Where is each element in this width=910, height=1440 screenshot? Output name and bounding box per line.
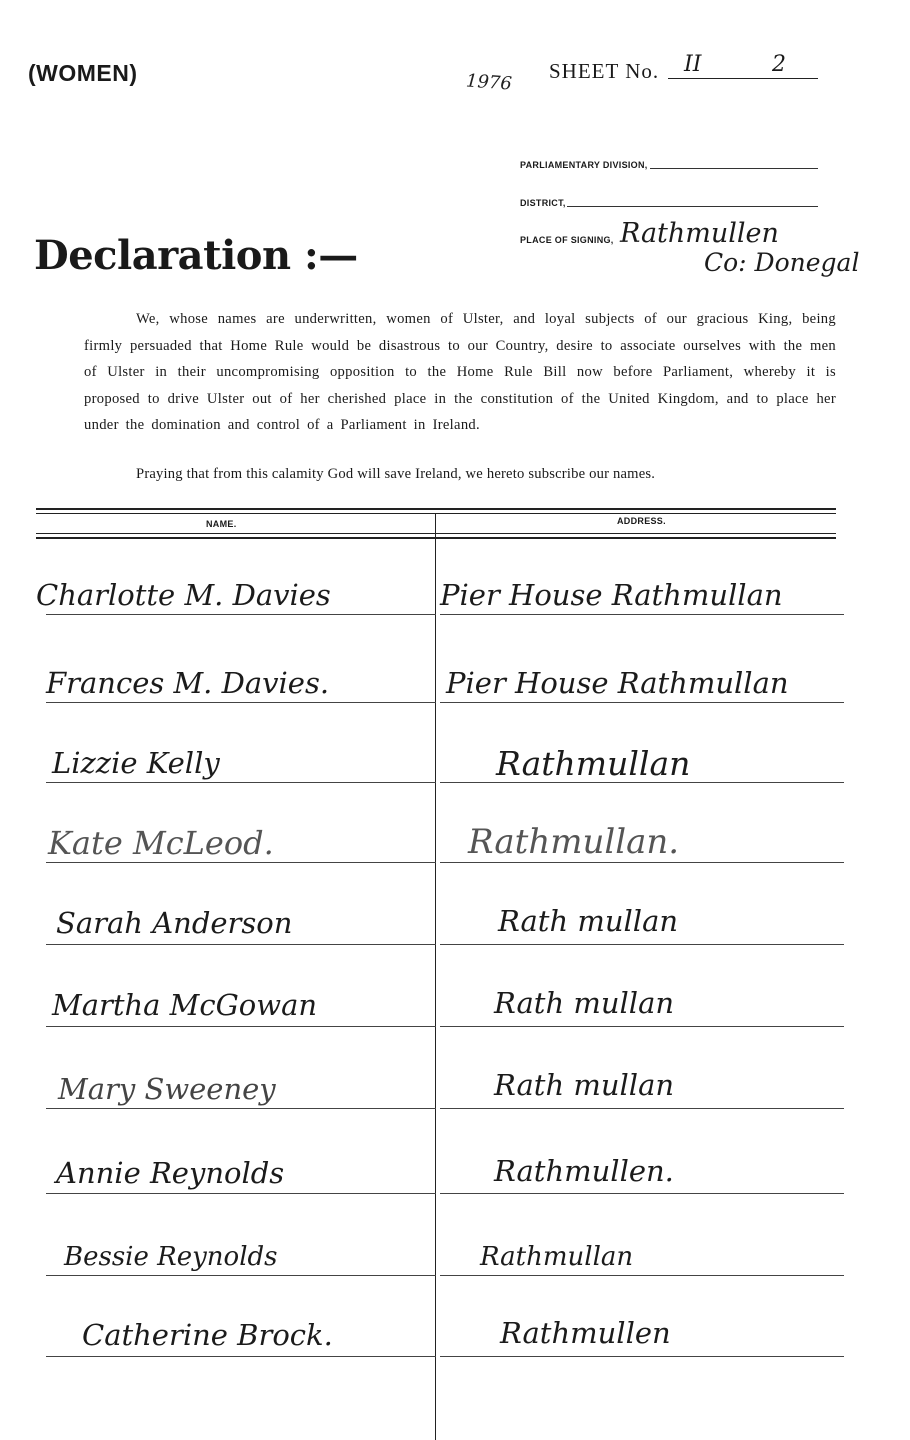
- declaration-title: Declaration :—: [34, 232, 358, 279]
- name-line: [46, 1356, 436, 1357]
- name-line: [46, 1026, 436, 1027]
- signature-address: Pier House Rathmullan: [446, 666, 789, 700]
- sheet-label: SHEET No.: [549, 59, 660, 83]
- name-line: [46, 1275, 436, 1276]
- signature-name: Martha McGowan: [52, 988, 318, 1022]
- women-label: (WOMEN): [28, 60, 138, 86]
- declaration-body: We, whose names are underwritten, women of Ulster, and loyal subjects of our gracious King, being firmly persuaded that Home Rule would be disastrous to our Country, desire to associate ourselves with the men of Ulster in their uncompromising opposition to the Home Rule Bill now before Parliament, whereby it is proposed to drive Ulster out of her cherished place in the constitution of the United Kingdom, and to place her under the domination and control of a Parliament in Ireland.: [84, 311, 836, 433]
- address-line: [440, 1108, 844, 1109]
- signature-address: Rath mullan: [494, 986, 675, 1020]
- place-label: PLACE OF SIGNING,: [520, 235, 614, 245]
- signature-name: Frances M. Davies.: [46, 666, 330, 700]
- name-line: [46, 1193, 436, 1194]
- district-label: DISTRICT,: [520, 198, 566, 208]
- district-line: [567, 206, 818, 207]
- name-line: [46, 862, 436, 863]
- signature-name: Sarah Anderson: [56, 906, 293, 940]
- signature-address: Rath mullan: [494, 1068, 675, 1102]
- address-line: [440, 1026, 844, 1027]
- address-line: [440, 614, 844, 615]
- sheet-number: [668, 52, 818, 79]
- table-top-rule-thin: [36, 513, 836, 514]
- table-top-rule: [36, 508, 836, 510]
- signature-address: Rathmullen: [500, 1316, 671, 1350]
- name-line: [46, 782, 436, 783]
- signature-name: Kate McLeod.: [48, 824, 274, 862]
- signature-address: Rath mullan: [498, 904, 679, 938]
- address-line: [440, 944, 844, 945]
- name-line: [46, 614, 436, 615]
- table-header-rule-thin: [36, 533, 836, 534]
- signature-address: Rathmullen.: [494, 1154, 674, 1188]
- address-line: [440, 1193, 844, 1194]
- signature-address: Rathmullan: [496, 744, 691, 783]
- sheet-number-a: II: [684, 52, 702, 77]
- signature-name: Lizzie Kelly: [52, 746, 220, 780]
- division-line: [650, 168, 818, 169]
- signature-name: Catherine Brock.: [82, 1318, 333, 1352]
- sheet-number-b: 2: [772, 52, 786, 77]
- name-line: [46, 1108, 436, 1109]
- signature-address: Rathmullan: [480, 1242, 634, 1272]
- place-value-line2: Co: Donegal: [704, 248, 860, 277]
- column-divider: [435, 514, 436, 1440]
- declaration-prayer: Praying that from this calamity God will save Ireland, we hereto subscribe our names.: [136, 466, 656, 482]
- signature-name: Mary Sweeney: [58, 1072, 276, 1106]
- name-column-header: NAME.: [206, 519, 237, 529]
- division-label: PARLIAMENTARY DIVISION,: [520, 160, 648, 170]
- table-header-rule: [36, 537, 836, 539]
- address-line: [440, 1275, 844, 1276]
- signature-address: Rathmullan.: [468, 822, 680, 862]
- name-line: [46, 944, 436, 945]
- signature-address: Pier House Rathmullan: [440, 578, 783, 612]
- address-line: [440, 702, 844, 703]
- name-line: [46, 702, 436, 703]
- signature-name: Annie Reynolds: [56, 1156, 285, 1190]
- year-note: 1976: [465, 70, 513, 95]
- address-line: [440, 862, 844, 863]
- address-line: [440, 1356, 844, 1357]
- signature-name: Charlotte M. Davies: [36, 578, 331, 612]
- signature-name: Bessie Reynolds: [64, 1242, 278, 1272]
- place-value-line1: Rathmullen: [620, 218, 779, 249]
- address-column-header: ADDRESS.: [617, 516, 666, 526]
